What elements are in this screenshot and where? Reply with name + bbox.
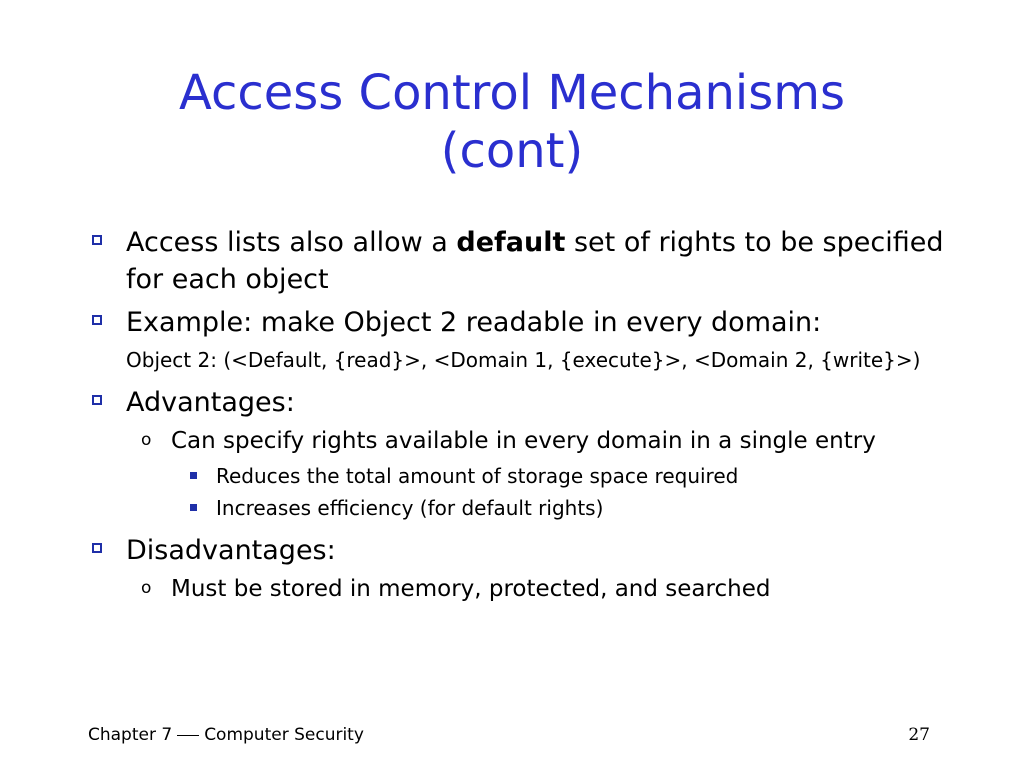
sub-sub-bullet-text: Increases efficiency (for default rights) — [216, 496, 604, 520]
footer-chapter-label: Chapter 7 — [88, 725, 173, 745]
sub-bullet-text: Can specify rights available in every domain in a single entry — [171, 428, 876, 454]
sub-bullet-advantage — [88, 425, 948, 457]
sub-sub-bullet-efficiency — [88, 492, 948, 524]
bullet-text-pre: Access lists also allow a — [126, 227, 457, 258]
title-line-2: (cont) — [440, 123, 584, 179]
bullet-example — [88, 304, 948, 341]
bullet-text: Advantages: — [126, 387, 295, 418]
example-detail: Object 2: (<Default, {read}>, <Domain 1, {execute}>, <Domain 2, {write}>) — [126, 348, 921, 372]
sub-sub-bullet-storage — [88, 460, 948, 492]
bullet-text-bold: default — [456, 227, 566, 258]
bullet-text-post: set of rights to be specified for each object — [126, 227, 944, 295]
em-dash-separator — [177, 735, 199, 736]
hollow-square-bullet-icon — [92, 395, 102, 405]
hollow-square-bullet-icon — [92, 315, 102, 325]
bullet-disadvantages — [88, 532, 948, 569]
sub-sub-bullet-text: Reduces the total amount of storage space required — [216, 464, 739, 488]
page-number: 27 — [908, 725, 930, 745]
filled-square-bullet-icon — [190, 472, 197, 479]
bullet-default-rights — [88, 224, 948, 298]
sub-bullet-disadvantage — [88, 573, 948, 605]
slide-content — [88, 224, 948, 605]
slide-title — [60, 64, 964, 180]
footer-section-label: Computer Security — [204, 725, 364, 745]
title-line-1: Access Control Mechanisms — [178, 65, 846, 121]
bullet-text: Disadvantages: — [126, 535, 336, 566]
sub-bullet-text: Must be stored in memory, protected, and searched — [171, 576, 771, 602]
bullet-text: Example: make Object 2 readable in every domain: — [126, 307, 822, 338]
circle-bullet-icon: o — [141, 430, 152, 450]
hollow-square-bullet-icon — [92, 235, 102, 245]
bullet-advantages — [88, 384, 948, 421]
hollow-square-bullet-icon — [92, 543, 102, 553]
filled-square-bullet-icon — [190, 504, 197, 511]
circle-bullet-icon: o — [141, 578, 152, 598]
footer-chapter — [88, 724, 364, 746]
